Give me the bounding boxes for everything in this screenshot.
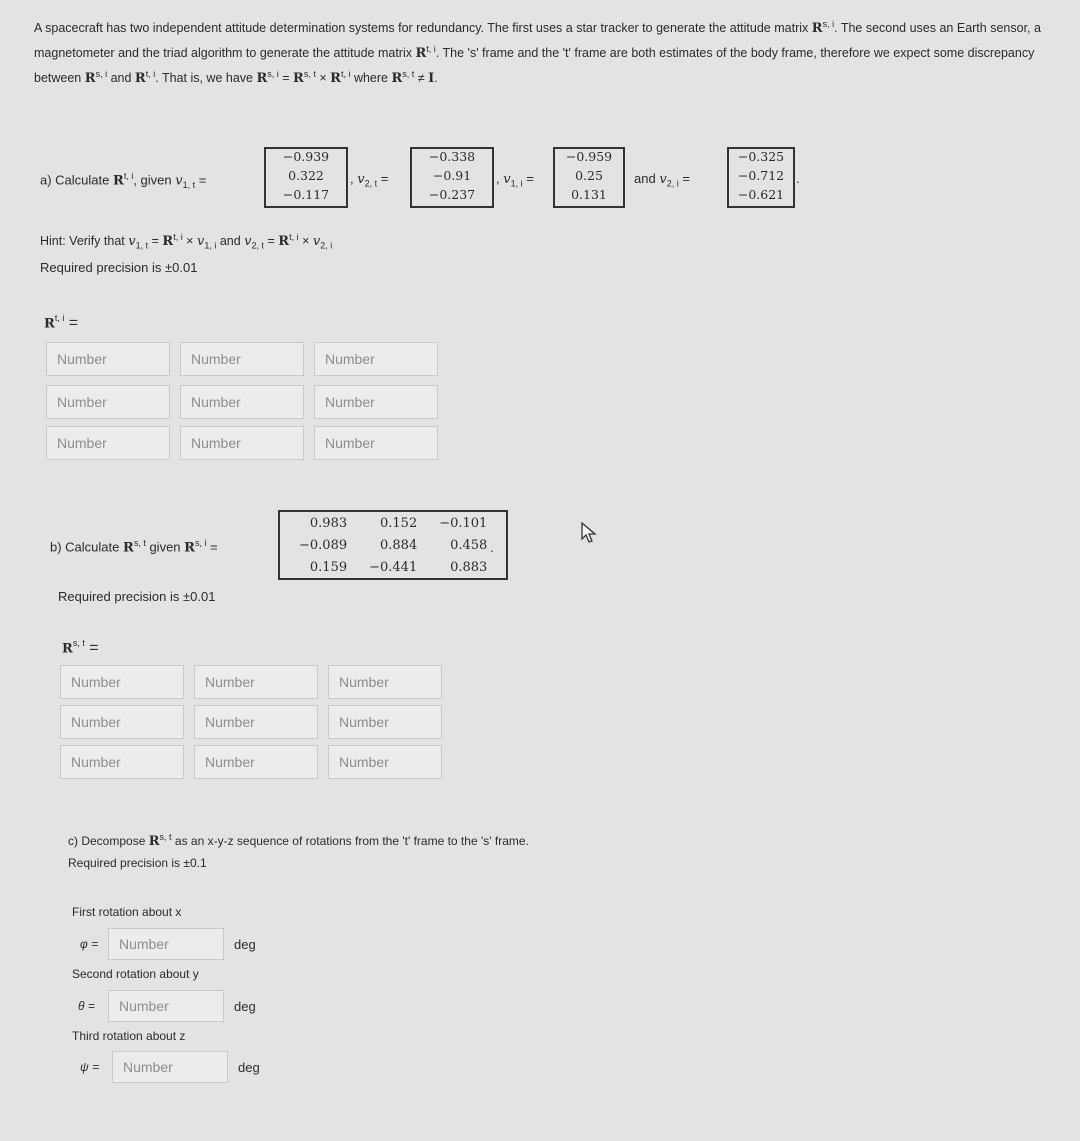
v2i-y: −0.712 bbox=[737, 168, 785, 183]
v2t-label: , $v_{2, t}$ = bbox=[350, 171, 389, 189]
rst-input-r1c2[interactable] bbox=[194, 665, 318, 699]
rst-input-r3c2[interactable] bbox=[194, 745, 318, 779]
v1t-z: −0.117 bbox=[282, 187, 330, 202]
rti-input-r2c2[interactable] bbox=[180, 385, 304, 419]
rst-input-r3c3[interactable] bbox=[328, 745, 442, 779]
rti-input-r3c2[interactable] bbox=[180, 426, 304, 460]
rsi-r2c2: 0.884 bbox=[380, 537, 418, 553]
rsi-r3c1: 0.159 bbox=[309, 559, 348, 575]
v2i-z: −0.621 bbox=[737, 187, 785, 202]
rsi-r1c2: 0.152 bbox=[380, 515, 418, 531]
rti-input-r1c1[interactable] bbox=[46, 342, 170, 376]
rst-input-r3c1[interactable] bbox=[60, 745, 184, 779]
rsi-r1c1: 0.983 bbox=[309, 515, 348, 531]
vector-v1t bbox=[264, 147, 348, 208]
vector-v2t bbox=[410, 147, 494, 208]
vector-v2i bbox=[727, 147, 795, 208]
v1t-x: −0.939 bbox=[282, 149, 330, 164]
part-c-label: c) Decompose R$^{s, t}$ as an x-y-z sequence of rotations from the 't' frame to the 's' frame. bbox=[68, 832, 529, 849]
rti-input-r1c3[interactable] bbox=[314, 342, 438, 376]
v1i-y: 0.25 bbox=[575, 168, 603, 183]
rst-input-r2c2[interactable] bbox=[194, 705, 318, 739]
v2i-x: −0.325 bbox=[737, 149, 785, 164]
phi-input[interactable] bbox=[108, 928, 224, 960]
precision-c: Required precision is ±0.1 bbox=[68, 856, 207, 870]
theta-unit: deg bbox=[234, 999, 256, 1014]
rsi-r3c2: −0.441 bbox=[369, 559, 418, 575]
rsi-r1c3: −0.101 bbox=[439, 515, 488, 531]
rotation-2-label: Second rotation about y bbox=[72, 967, 199, 981]
v2i-label: and $v_{2, i}$ = bbox=[634, 171, 690, 189]
rti-input-r2c1[interactable] bbox=[46, 385, 170, 419]
rti-answer-label: R$^{t, i}$ = bbox=[44, 313, 79, 332]
rti-input-r3c1[interactable] bbox=[46, 426, 170, 460]
theta-input[interactable] bbox=[108, 990, 224, 1022]
v1t-y: 0.322 bbox=[288, 168, 324, 183]
rotation-3-label: Third rotation about z bbox=[72, 1029, 186, 1043]
rst-answer-label: R$^{s, t}$ = bbox=[62, 638, 99, 657]
rst-input-r2c1[interactable] bbox=[60, 705, 184, 739]
v1i-label: , $v_{1, i}$ = bbox=[496, 171, 534, 189]
precision-a: Required precision is ±0.01 bbox=[40, 260, 198, 275]
phi-symbol: φ = bbox=[80, 937, 99, 951]
rst-input-r1c1[interactable] bbox=[60, 665, 184, 699]
rst-input-r1c3[interactable] bbox=[328, 665, 442, 699]
problem-statement: A spacecraft has two independent attitude determination systems for redundancy. The first uses a star tracker to generate the attitude matrix R$^{s, i}$. The second uses an Earth sensor, a magnetometer and the triad algorithm to generate the attitude matrix R$^{t, i}$. The 's' frame and the 't' frame are both estimates of the body frame, therefore we expect some discrepancy between R$^{s, i}$ and R$^{t, i}$. That is, we have R$^{s, i}$ = R$^{s, t}$ × R$^{t, i}$ where R$^{s, t}$ ≠ I. bbox=[34, 19, 1041, 87]
v1i-x: −0.959 bbox=[565, 149, 613, 164]
psi-symbol: ψ = bbox=[80, 1060, 100, 1074]
rti-input-r3c3[interactable] bbox=[314, 426, 438, 460]
precision-b: Required precision is ±0.01 bbox=[58, 589, 216, 604]
part-b-label: b) Calculate R$^{s, t}$ given R$^{s, i}$ = bbox=[50, 538, 218, 556]
v2t-z: −0.237 bbox=[428, 187, 476, 202]
part-a-label: a) Calculate R$^{t, i}$, given $v_{1, t}$ = bbox=[40, 171, 207, 190]
vector-v1i bbox=[553, 147, 625, 208]
phi-unit: deg bbox=[234, 937, 256, 952]
mouse-pointer-icon bbox=[580, 522, 598, 544]
rti-input-r1c2[interactable] bbox=[180, 342, 304, 376]
rsi-r3c3: 0.883 bbox=[450, 559, 488, 575]
rsi-r2c3: 0.458 bbox=[450, 537, 488, 553]
theta-symbol: θ = bbox=[78, 999, 95, 1013]
psi-unit: deg bbox=[238, 1060, 260, 1075]
hint-text: Hint: Verify that $v_{1, t} = R^{t, i} \times v_{1, i}$ and $v_{2, t} = R^{t, i} \times v_{2, i}$ bbox=[40, 232, 333, 251]
psi-input[interactable] bbox=[112, 1051, 228, 1083]
v2t-x: −0.338 bbox=[428, 149, 476, 164]
v1i-z: 0.131 bbox=[571, 187, 607, 202]
v2t-y: −0.91 bbox=[432, 168, 472, 183]
rti-input-r2c3[interactable] bbox=[314, 385, 438, 419]
matrix-rsi bbox=[278, 510, 508, 580]
rotation-1-label: First rotation about x bbox=[72, 905, 182, 919]
rst-input-r2c3[interactable] bbox=[328, 705, 442, 739]
rsi-r2c1: −0.089 bbox=[299, 537, 348, 553]
